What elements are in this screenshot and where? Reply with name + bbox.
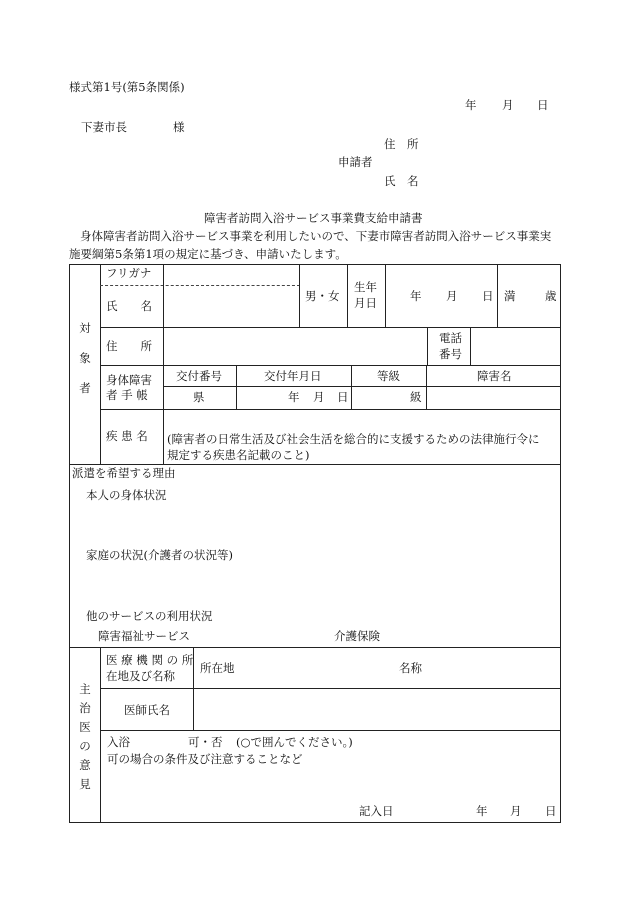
prefecture-label: 県	[193, 390, 205, 404]
issue-year-label: 年	[288, 390, 300, 404]
intro-line-1: 身体障害者訪問入浴サービス事業を利用したいので、下妻市障害者訪問入浴サービス事業実	[80, 229, 552, 243]
age-prefix: 満	[504, 289, 516, 303]
handbook-disability-header: 障害名	[477, 369, 512, 383]
date-year-label: 年	[465, 98, 477, 112]
bathing-label: 入浴	[107, 735, 130, 749]
entry-month-label: 月	[510, 804, 522, 818]
address-label: 住 所	[106, 339, 152, 353]
disease-note-1: (障害者の日常生活及び社会生活を総合的に支援するための法律施行令に	[167, 432, 540, 446]
grade-unit-label: 級	[410, 390, 422, 404]
location-label: 所在地	[200, 661, 235, 675]
family-condition-label: 家庭の状況(介護者の状況等)	[86, 548, 233, 562]
handbook-grade-header: 等級	[377, 369, 400, 383]
birth-label-2: 月日	[354, 296, 377, 310]
date-day-label: 日	[537, 98, 549, 112]
phone-label-1: 電話	[439, 331, 462, 345]
date-month-label: 月	[502, 98, 514, 112]
welfare-service-label: 障害福祉サービス	[98, 629, 190, 643]
furigana-label: フリガナ	[106, 266, 152, 280]
applicant-name-label: 氏 名	[384, 174, 419, 188]
disease-note-2: 規定する疾患名記載のこと)	[167, 448, 310, 462]
entry-year-label: 年	[476, 804, 488, 818]
issue-month-label: 月	[313, 390, 325, 404]
doctor-name-label: 医師氏名	[124, 703, 170, 717]
issue-day-label: 日	[337, 390, 349, 404]
institution-name-label: 名称	[399, 661, 422, 675]
birth-year-label: 年	[410, 289, 422, 303]
birth-month-label: 月	[446, 289, 458, 303]
conditions-label: 可の場合の条件及び注意することなど	[107, 752, 303, 766]
physical-condition-label: 本人の身体状況	[86, 488, 167, 502]
handbook-label-2: 者 手 帳	[106, 388, 148, 402]
phone-label-2: 番号	[439, 347, 462, 361]
addressee: 下妻市長	[81, 120, 127, 134]
intro-line-2: 施要綱第5条第1項の規定に基づき、申請いたします。	[69, 247, 347, 261]
entry-day-label: 日	[545, 804, 557, 818]
subject-side-label: 対 象 者	[79, 321, 91, 395]
entry-date-label: 記入日	[359, 804, 394, 818]
handbook-number-header: 交付番号	[176, 369, 222, 383]
applicant-address-label: 住 所	[384, 137, 419, 151]
disease-label: 疾 患 名	[106, 429, 148, 443]
sex-choice: 男・女	[305, 289, 340, 303]
reason-heading: 派遣を希望する理由	[72, 466, 176, 480]
handbook-label-1: 身体障害	[106, 373, 152, 387]
bathing-choice: 可・否	[188, 735, 223, 749]
bathing-note: (○で囲んでください。)	[236, 735, 353, 749]
other-services-label: 他のサービスの利用状況	[86, 609, 213, 623]
name-label: 氏 名	[106, 299, 152, 313]
birth-day-label: 日	[482, 289, 494, 303]
birth-label-1: 生年	[354, 280, 377, 294]
care-insurance-label: 介護保険	[334, 629, 380, 643]
applicant-label: 申請者	[338, 155, 373, 169]
document-title: 障害者訪問入浴サービス事業費支給申請書	[204, 211, 423, 225]
medical-institution-label-1: 医 療 機 関 の 所	[106, 653, 194, 667]
form-number: 様式第1号(第5条関係)	[69, 80, 185, 94]
addressee-honorific: 様	[173, 120, 185, 134]
medical-institution-label-2: 在地及び名称	[106, 669, 175, 683]
doctor-side-label: 主 治 医 の 意 見	[79, 682, 91, 791]
handbook-date-header: 交付年月日	[264, 369, 322, 383]
age-suffix: 歳	[545, 289, 557, 303]
